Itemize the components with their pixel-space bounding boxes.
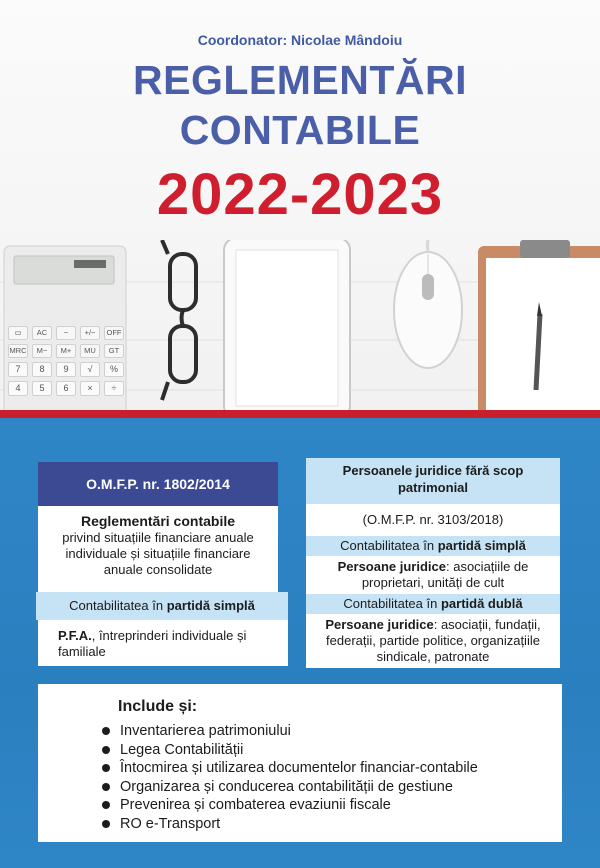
coordinator-label: Coordonator: Nicolae Mândoiu (197, 32, 403, 48)
calc-key: AC (32, 326, 52, 340)
calc-key: × (80, 381, 100, 396)
mouse-image (394, 240, 462, 368)
calculator-keys (8, 326, 124, 396)
right-panel-order-text: (O.M.F.P. nr. 3103/2018) (362, 512, 504, 527)
calc-key: 8 (32, 362, 52, 377)
includes-list (100, 722, 478, 833)
list-item: Inventarierea patrimoniului (100, 722, 478, 741)
calc-key: OFF (104, 326, 124, 340)
calc-key: MRC (8, 344, 28, 358)
right-strip2-prefix: Contabilitatea în (343, 596, 438, 611)
left-panel-header-text: O.M.F.P. nr. 1802/2014 (86, 476, 230, 492)
cover-top-area (0, 0, 600, 418)
red-divider-stripe (0, 410, 600, 418)
right-panel-header (306, 458, 560, 504)
calc-key: 5 (32, 381, 52, 396)
right-strip1-prefix: Contabilitatea în (340, 538, 435, 553)
left-panel-body-title: Reglementări contabile (80, 513, 236, 529)
left-panel-body-text: privind situațiile financiare anuale individuale și situațiile financiare anuale consolidate (62, 530, 254, 577)
book-title-line2: CONTABILE (179, 107, 421, 153)
tablet-image (224, 240, 350, 412)
book-year: 2022-2023 (156, 162, 444, 227)
calc-key: √ (80, 362, 100, 377)
right-strip2-bold: partidă dublă (440, 596, 523, 611)
list-item: Legea Contabilității (100, 741, 478, 760)
right-item2-text: : asociații, fundații, federații, partide politice, organizațiile sindicale, patronate (326, 617, 541, 664)
right-strip1-bold: partidă simplă (437, 538, 526, 553)
right-panel-strip-simple (306, 536, 560, 556)
right-panel-item1 (306, 556, 560, 594)
calc-key: % (104, 362, 124, 377)
clipboard-image (478, 240, 600, 412)
glasses-image (162, 240, 196, 400)
calc-key: M− (32, 344, 52, 358)
left-strip-prefix: Contabilitatea în (69, 598, 164, 613)
calc-key: 9 (56, 362, 76, 377)
calc-key: 7 (8, 362, 28, 377)
calc-key: 4 (8, 381, 28, 396)
includes-heading: Include și: (118, 698, 198, 715)
book-title-line1: REGLEMENTĂRI (133, 57, 467, 103)
left-panel-body (38, 506, 278, 592)
list-item: RO e-Transport (100, 815, 478, 834)
list-item: Organizarea și conducerea contabilității de gestiune (100, 778, 478, 797)
calc-key: M+ (56, 344, 76, 358)
right-item1-bold: Persoane juridice (337, 559, 446, 574)
right-item1-text: : asociațiile de proprietari, unități de cult (361, 559, 529, 590)
right-panel-header-text: Persoanele juridice fără scop patrimonial (342, 463, 524, 495)
calc-key: MU (80, 344, 100, 358)
right-panel-item2 (306, 614, 560, 668)
list-item: Întocmirea și utilizarea documentelor financiar-contabile (100, 759, 478, 778)
left-panel-header (38, 462, 278, 506)
left-panel-strip (36, 592, 288, 620)
calc-key: ▭ (8, 326, 28, 340)
calc-key: 6 (56, 381, 76, 396)
calc-key: +/− (80, 326, 100, 340)
list-item: Prevenirea și combaterea evaziunii fiscale (100, 796, 478, 815)
left-strip-bold: partidă simplă (166, 598, 255, 613)
left-bottom-text: , întreprinderi individuale și familiale (58, 628, 247, 659)
left-bottom-bold: P.F.A. (58, 628, 92, 643)
calc-key: ÷ (104, 381, 124, 396)
calc-key: GT (104, 344, 124, 358)
right-item2-bold: Persoane juridice (325, 617, 434, 632)
right-panel-order (306, 504, 560, 536)
calc-key: − (56, 326, 76, 340)
left-panel-bottom (38, 620, 288, 666)
right-panel-strip-double (306, 594, 560, 614)
